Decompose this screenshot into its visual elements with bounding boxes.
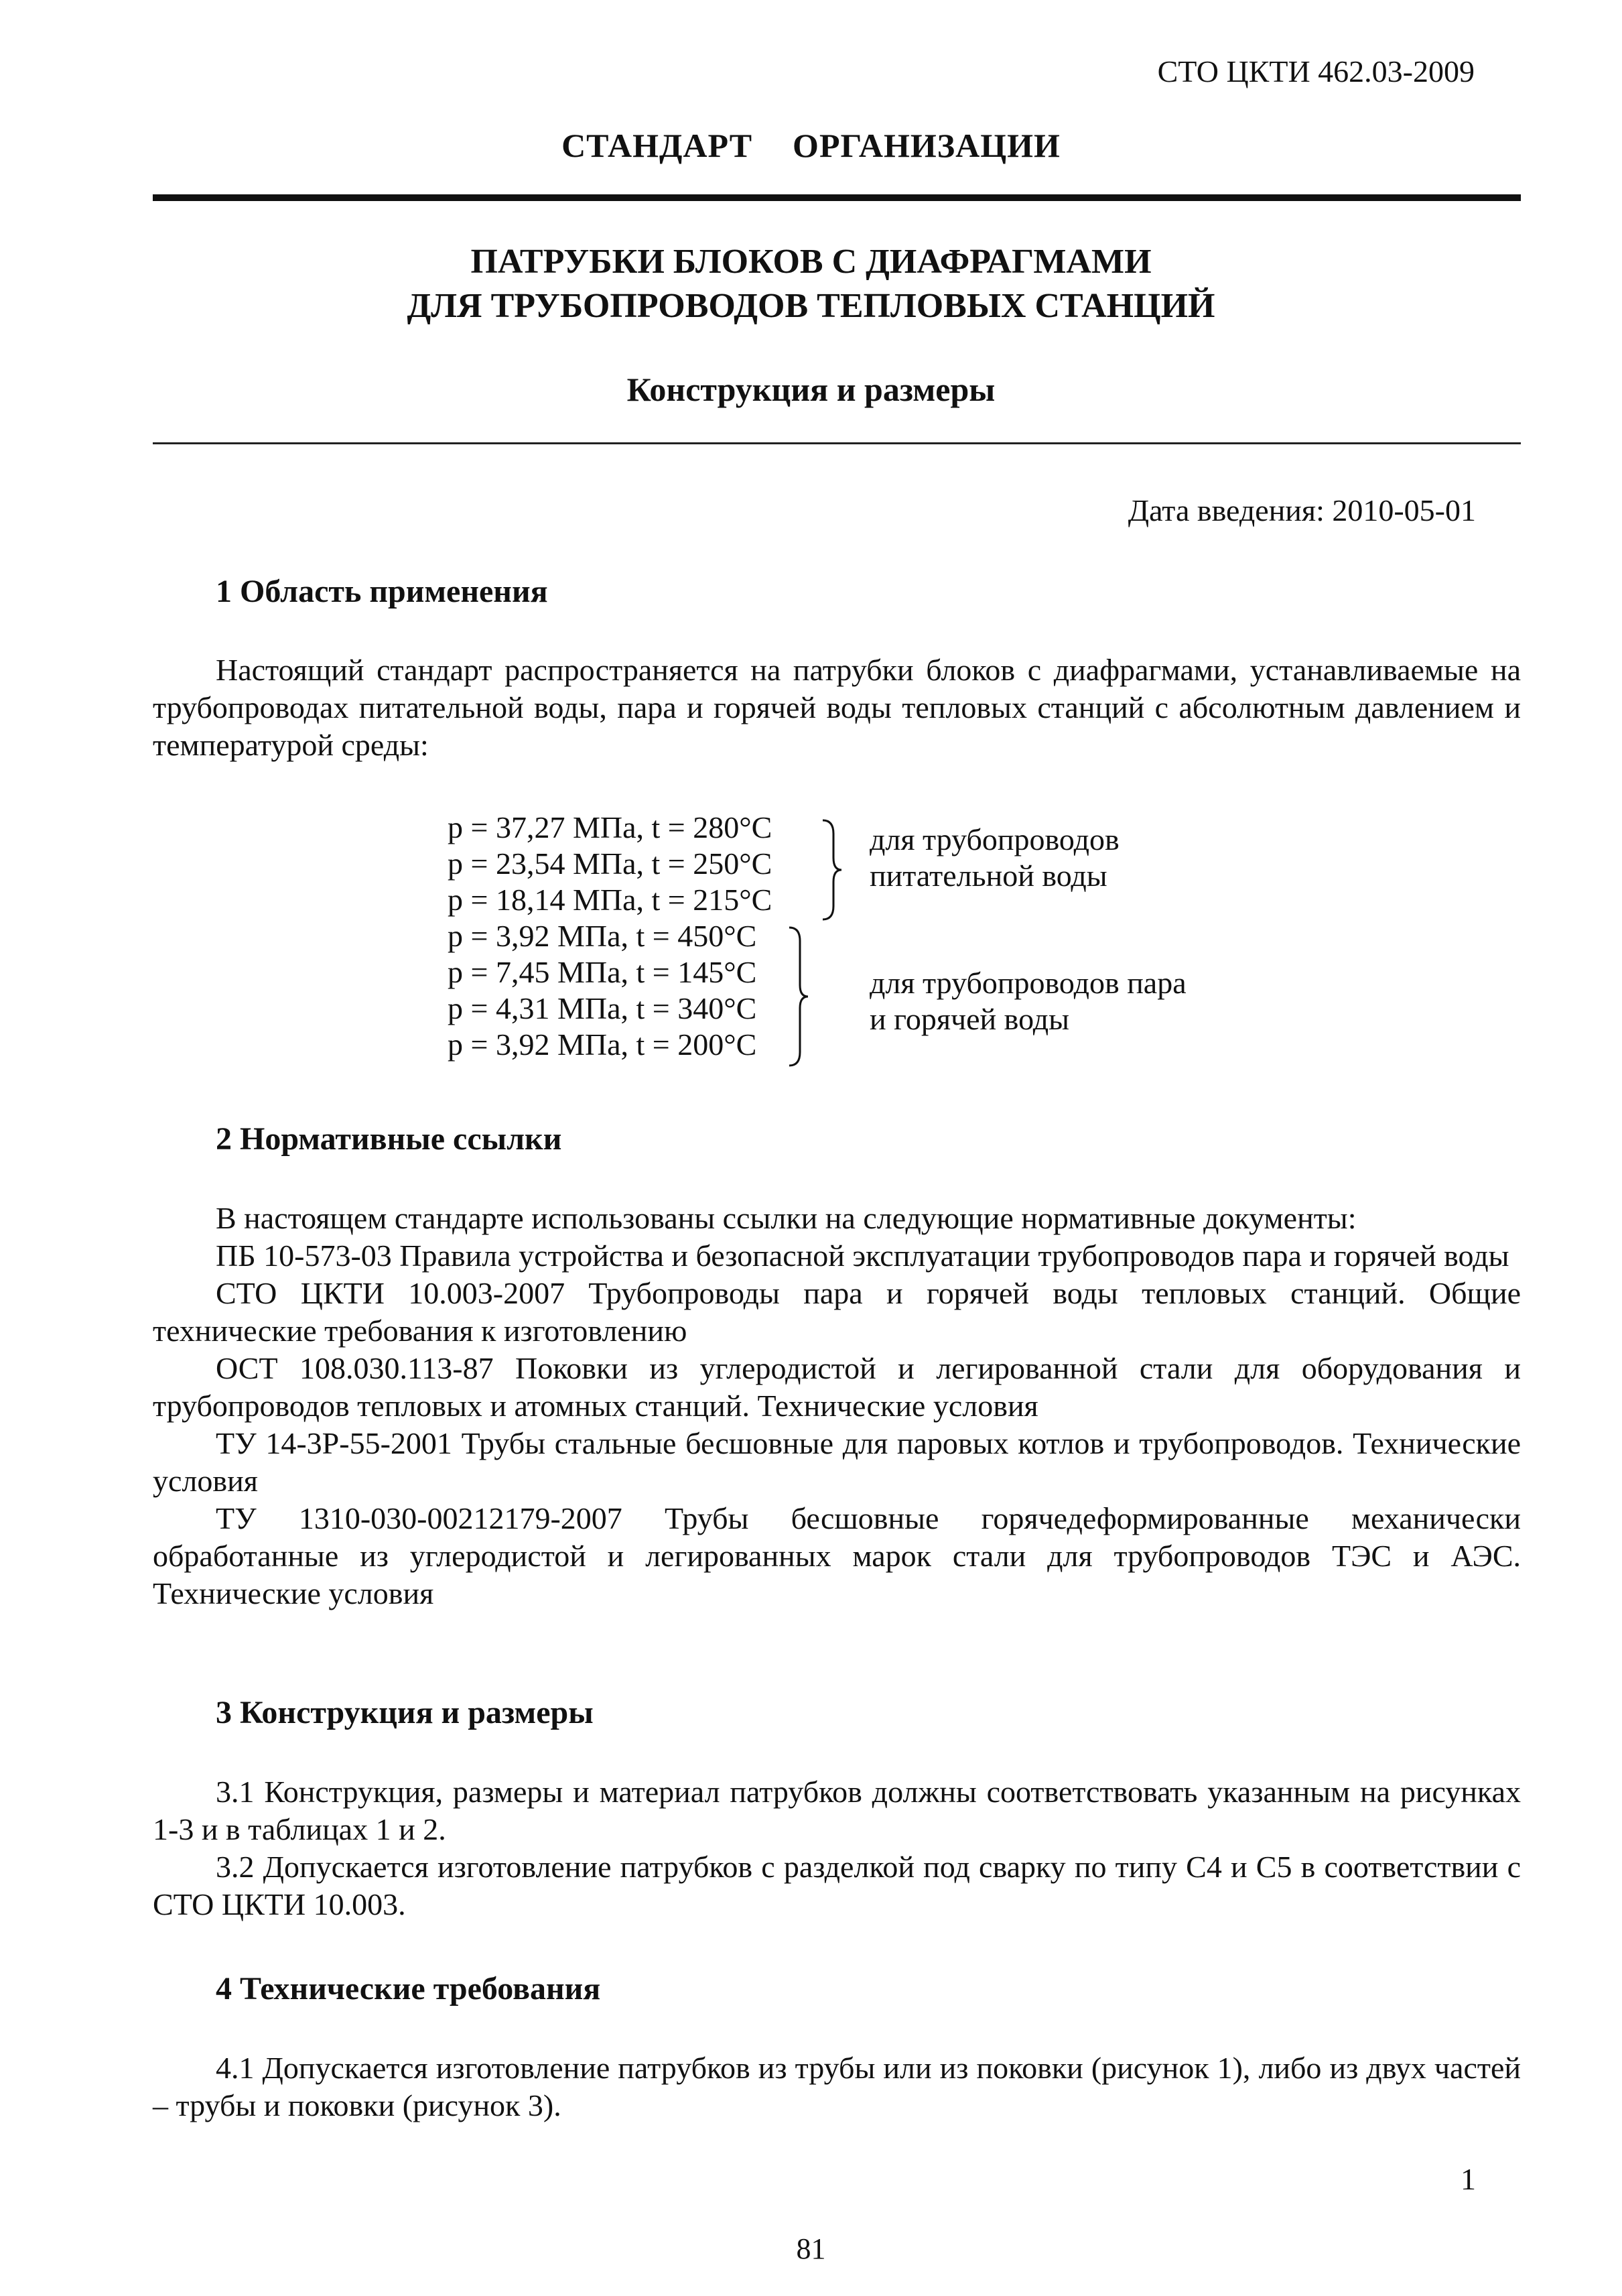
condition-3: р = 18,14 МПа, t = 215°С [448,883,772,917]
section-3-heading: 3 Конструкция и размеры [216,1695,594,1730]
section-4-paragraph-1: 4.1 Допускается изготовление патрубков из трубы или из поковки (рисунок 1), либо из двух частей – трубы и поковки (рисунок 3). [153,2051,1521,2122]
reference-1: ПБ 10-573-03 Правила устройства и безопасной эксплуатации трубопроводов пара и горячей воды [216,1238,1509,1273]
reference-3: ОСТ 108.030.113-87 Поковки из углеродистой и легированной стали для оборудования и трубопроводов тепловых и атомных станций. Технические условия [153,1351,1521,1423]
document-number: СТО ЦКТИ 462.03-2009 [1157,54,1475,88]
local-page-number: 1 [1461,2162,1476,2196]
condition-2: р = 23,54 МПа, t = 250°С [448,846,772,881]
section-2-intro: В настоящем стандарте использованы ссылки на следующие нормативные документы: [216,1201,1357,1235]
section-4-text [153,2049,1521,2124]
section-2-heading: 2 Нормативные ссылки [216,1121,562,1157]
section-3-paragraph-2: 3.2 Допускается изготовление патрубков с разделкой под сварку по типу С4 и С5 в соответствии с СТО ЦКТИ 10.003. [153,1850,1521,1921]
group-1-line-2: питательной воды [870,858,1107,893]
condition-1: р = 37,27 МПа, t = 280°С [448,810,772,844]
org-word-standard: СТАНДАРТ [561,127,753,164]
section-1-text [153,651,1521,764]
group-1-line-1: для трубопроводов [870,822,1120,856]
document-title [0,240,1622,328]
title-bottom-rule [153,442,1521,444]
section-3-text [153,1773,1521,1923]
title-line-2: ДЛЯ ТРУБОПРОВОДОВ ТЕПЛОВЫХ СТАНЦИЙ [407,287,1215,325]
organization-standard-heading [0,126,1622,165]
condition-5: р = 7,45 МПа, t = 145°С [448,955,757,989]
condition-7: р = 3,92 МПа, t = 200°С [448,1027,757,1062]
org-word-organization: ОРГАНИЗАЦИИ [793,127,1061,164]
group-2-label [870,965,1187,1037]
condition-4: р = 3,92 МПа, t = 450°С [448,919,757,953]
group-2-line-2: и горячей воды [870,1002,1070,1036]
section-2-text [153,1200,1521,1612]
global-page-number: 81 [796,2232,826,2265]
top-thick-rule [153,194,1521,201]
section-4-heading: 4 Технические требования [216,1971,601,2006]
group-2-line-1: для трубопроводов пара [870,966,1187,1000]
group-1-label [870,822,1120,894]
conditions-list [448,810,772,1063]
section-1-heading: 1 Область применения [216,574,548,609]
condition-6: р = 4,31 МПа, t = 340°С [448,991,757,1025]
brace-group-2 [785,923,812,1070]
reference-5: ТУ 1310-030-00212179-2007 Трубы бесшовные горячедеформированные механически обработанные из углеродистой и легированных марок стали для трубопроводов ТЭС и АЭС. Технические условия [153,1501,1521,1610]
section-1-paragraph: Настоящий стандарт распространяется на патрубки блоков с диафрагмами, устанавливаемые на трубопроводах питательной воды, пара и горячей воды тепловых станций с абсолютным давлением и температурой среды: [153,653,1521,762]
document-subtitle: Конструкция и размеры [626,371,996,408]
title-line-1: ПАТРУБКИ БЛОКОВ С ДИАФРАГМАМИ [470,243,1152,281]
brace-group-1 [819,816,846,923]
reference-2: СТО ЦКТИ 10.003-2007 Трубопроводы пара и горячей воды тепловых станций. Общие технические требования к изготовлению [153,1276,1521,1348]
introduction-date: Дата введения: 2010-05-01 [1128,493,1476,527]
reference-4: ТУ 14-3Р-55-2001 Трубы стальные бесшовные для паровых котлов и трубопроводов. Технические условия [153,1426,1521,1498]
section-3-paragraph-1: 3.1 Конструкция, размеры и материал патрубков должны соответствовать указанным на рисунках 1-3 и в таблицах 1 и 2. [153,1775,1521,1846]
